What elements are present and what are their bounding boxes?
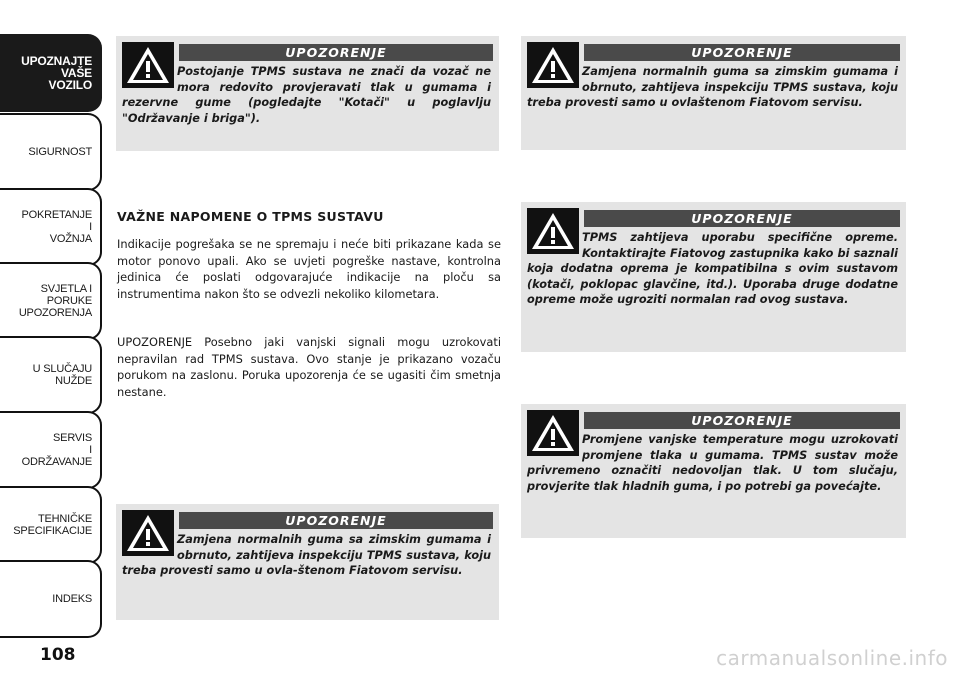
warning-box-special-equipment — [521, 202, 906, 352]
tab-label: UPOZNAJTE VAŠE VOZILO — [21, 54, 92, 92]
warning-text: Postojanje TPMS sustava ne znači da vozač ne mora redovito provjeravati tlak u gumama i rezervne gume (pogledajte "Kotači" u poglavlju "Održavanje i briga"). — [122, 65, 491, 125]
warning-title: UPOZORENJE — [179, 512, 493, 529]
tab-label: SIGURNOST — [28, 146, 92, 158]
paragraph-error-indications: Indikacije pogrešaka se ne spremaju i neće biti prikazane kada se motor ponovo upali. Ako se uvjeti pogreške nastave, kontrolna jedinica će poslati odgovarajuće indikacije na ploču sa instrumentima nakon što se odvezli nekoliko kilometara. — [117, 237, 501, 301]
tab-label: SVJETLA I PORUKE UPOZORENJA — [18, 283, 92, 319]
tab-label: TEHNIČKE SPECIFIKACIJE — [13, 513, 92, 537]
tab-servis-i-odrzavanje[interactable] — [0, 411, 102, 489]
warning-title: UPOZORENJE — [584, 44, 900, 61]
tab-svjetla-i-poruke[interactable] — [0, 262, 102, 340]
watermark: carmanualsonline.info — [716, 646, 948, 670]
warning-box-winter-tyres-2 — [521, 36, 906, 150]
tab-upoznajte-vase-vozilo[interactable] — [0, 34, 102, 112]
section-title: VAŽNE NAPOMENE O TPMS SUSTAVU — [117, 209, 384, 224]
warning-text: Zamjena normalnih guma sa zimskim gumama i obrnuto, zahtijeva inspekciju TPMS sustava, koju treba provesti samo u ovla-štenom Fiatovom servisu. — [122, 533, 491, 577]
warning-box-winter-tyres — [116, 504, 499, 620]
paragraph-external-signals: UPOZORENJE Posebno jaki vanjski signali mogu uzrokovati nepravilan rad TPMS sustava. Ovo stanje je prikazano vozaču porukom na zaslonu. Poruka upozorenja će se ugasiti čim smetnja nestane. — [117, 335, 501, 399]
warning-text: Zamjena normalnih guma sa zimskim gumama i obrnuto, zahtijeva inspekciju TPMS sustava, koju treba provesti samo u ovlaštenom Fiatovom servisu. — [527, 65, 898, 109]
tab-u-slucaju-nuzde[interactable] — [0, 336, 102, 414]
warning-text: TPMS zahtijeva uporabu specifične opreme. Kontaktirajte Fiatovog zastupnika kako bi saznali koja dodatna oprema je kompatibilna s ovim sustavom (kotači, poklopac glavčine, itd.). Uporaba druge dodatne opreme može ugroziti normalan rad ovog sustava. — [527, 231, 898, 306]
tab-label: POKRETANJE I VOŽNJA — [21, 209, 92, 245]
tab-label: U SLUČAJU NUŽDE — [32, 363, 92, 387]
tab-tehnicke-specifikacije[interactable] — [0, 486, 102, 564]
warning-title: UPOZORENJE — [179, 44, 493, 61]
chapter-sidebar — [0, 0, 104, 677]
tab-pokretanje-i-voznja[interactable] — [0, 188, 102, 266]
tab-label: INDEKS — [52, 593, 92, 605]
warning-box-temperature — [521, 404, 906, 538]
tab-indeks[interactable] — [0, 560, 102, 638]
warning-title: UPOZORENJE — [584, 210, 900, 227]
warning-title: UPOZORENJE — [584, 412, 900, 429]
warning-text: Promjene vanjske temperature mogu uzrokovati promjene tlaka u gumama. TPMS sustav može privremeno označiti nedovoljan tlak. U tom slučaju, provjerite tlak hladnih guma, i po potrebi ga povećajte. — [527, 433, 898, 493]
warning-box-tpms-check — [116, 36, 499, 151]
page-number: 108 — [40, 645, 76, 665]
tab-label: SERVIS I ODRŽAVANJE — [21, 432, 92, 468]
tab-sigurnost[interactable] — [0, 113, 102, 191]
